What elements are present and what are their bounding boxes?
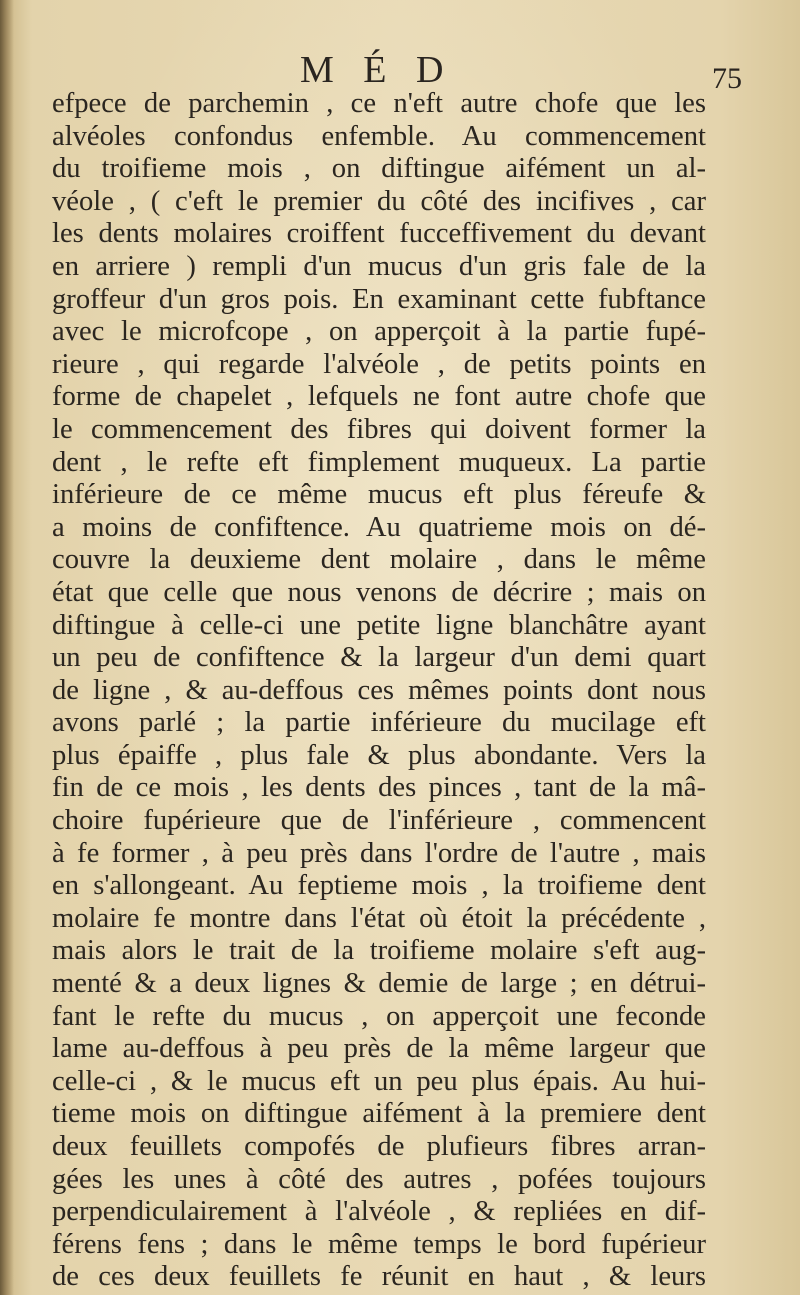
- text-line: avons parlé ; la partie inférieure du mucilage eft: [52, 707, 706, 739]
- page-number: 75: [712, 62, 742, 95]
- text-line: plus épaiffe , plus fale & plus abondante. Vers la: [52, 739, 706, 771]
- text-line: couvre la deuxieme dent molaire , dans le même: [52, 544, 706, 576]
- text-line: avec le microfcope , on apperçoit à la partie fupé-: [52, 316, 706, 348]
- text-line: diftingue à celle-ci une petite ligne blanchâtre ayant: [52, 609, 706, 641]
- text-line: état que celle que nous venons de décrire ; mais on: [52, 576, 706, 608]
- text-line: mais alors le trait de la troifieme molaire s'eft aug-: [52, 935, 706, 967]
- text-line: alvéoles confondus enfemble. Au commencement: [52, 120, 706, 152]
- text-line: lame au-deffous à peu près de la même largeur que: [52, 1033, 706, 1065]
- text-line: en s'allongeant. Au feptieme mois , la troifieme dent: [52, 870, 706, 902]
- text-line: molaire fe montre dans l'état où étoit la précédente ,: [52, 902, 706, 934]
- text-line: efpece de parchemin , ce n'eft autre chofe que les: [52, 88, 706, 119]
- text-line: à fe former , à peu près dans l'ordre de l'autre , mais: [52, 837, 706, 869]
- text-line: les dents molaires croiffent fucceffivement du devant: [52, 218, 706, 250]
- text-line: choire fupérieure que de l'inférieure , commencent: [52, 805, 706, 837]
- text-line: a moins de confiftence. Au quatrieme mois on dé-: [52, 511, 706, 543]
- text-line: férens fens ; dans le même temps le bord fupérieur: [52, 1228, 706, 1260]
- text-line: de ligne , & au-deffous ces mêmes points dont nous: [52, 674, 706, 706]
- text-line: un peu de confiftence & la largeur d'un demi quart: [52, 642, 706, 674]
- text-line: celle-ci , & le mucus eft un peu plus épais. Au hui-: [52, 1065, 706, 1097]
- text-line: en arriere ) rempli d'un mucus d'un gris fale de la: [52, 250, 706, 282]
- running-head: M É D: [300, 49, 454, 91]
- text-line: du troifieme mois , on diftingue aifément un al-: [52, 153, 706, 185]
- text-line: fin de ce mois , les dents des pinces , tant de la mâ-: [52, 772, 706, 804]
- text-line: deux feuillets compofés de plufieurs fibres arran-: [52, 1131, 706, 1162]
- text-line: rieure , qui regarde l'alvéole , de petits points en: [52, 348, 706, 380]
- text-line: véole , ( c'eft le premier du côté des incifives , car: [52, 185, 706, 217]
- text-line: tieme mois on diftingue aifément à la premiere dent: [52, 1098, 706, 1130]
- text-line: groffeur d'un gros pois. En examinant cette fubftance: [52, 283, 706, 315]
- text-line: forme de chapelet , lefquels ne font autre chofe que: [52, 381, 706, 413]
- text-line: de ces deux feuillets fe réunit en haut , & leurs: [52, 1261, 706, 1293]
- page-gutter-shadow: [0, 0, 14, 1295]
- text-line: le commencement des fibres qui doivent former la: [52, 413, 706, 445]
- text-line: inférieure de ce même mucus eft plus féreufe &: [52, 479, 706, 511]
- text-line: gées les unes à côté des autres , pofées toujours: [52, 1163, 706, 1195]
- text-line: dent , le refte eft fimplement muqueux. La partie: [52, 446, 706, 478]
- text-line: perpendiculairement à l'alvéole , & repliées en dif-: [52, 1196, 706, 1228]
- text-line: fant le refte du mucus , on apperçoit une feconde: [52, 1000, 706, 1032]
- body-text: [52, 88, 706, 1294]
- text-line: menté & a deux lignes & demie de large ; en détrui-: [52, 968, 706, 1000]
